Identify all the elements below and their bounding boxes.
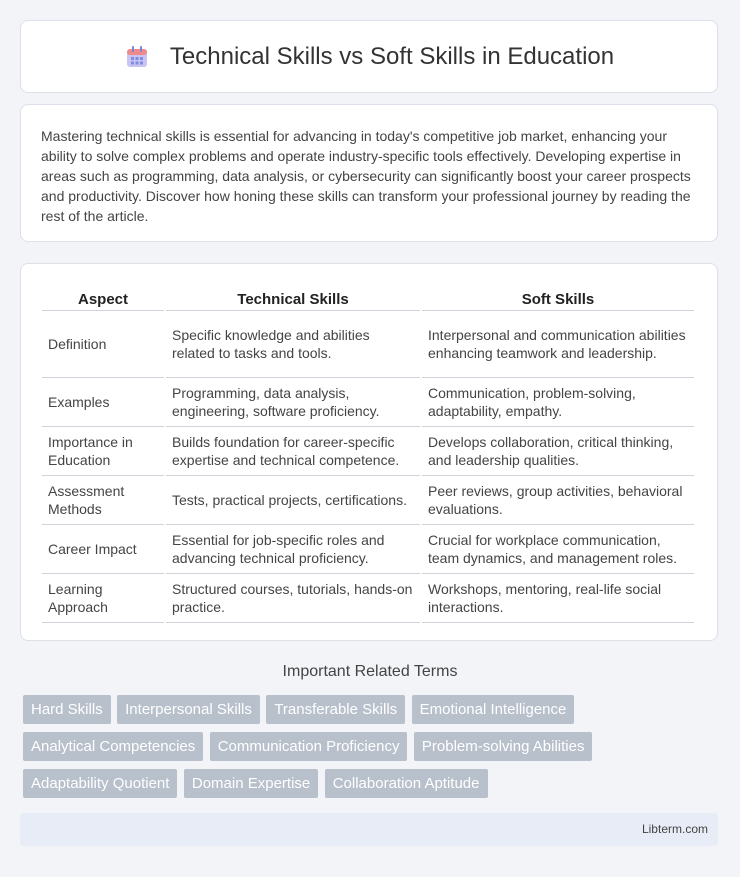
table-row — [42, 311, 694, 378]
tag-emotional-intelligence[interactable]: Emotional Intelligence — [412, 695, 575, 724]
tag-analytical-competencies[interactable]: Analytical Competencies — [23, 732, 203, 761]
calendar-icon — [124, 44, 150, 70]
cell-aspect: Career Impact — [42, 525, 164, 574]
cell-aspect: Definition — [42, 311, 164, 378]
cell-aspect: Learning Approach — [42, 574, 164, 623]
tag-communication-proficiency[interactable]: Communication Proficiency — [210, 732, 408, 761]
cell-technical: Programming, data analysis, engineering, software proficiency. — [166, 378, 420, 427]
cell-technical: Builds foundation for career-specific expertise and technical competence. — [166, 427, 420, 476]
related-terms-title: Important Related Terms — [282, 663, 458, 680]
tag-interpersonal-skills[interactable]: Interpersonal Skills — [117, 695, 260, 724]
cell-technical: Structured courses, tutorials, hands-on practice. — [166, 574, 420, 623]
cell-soft: Interpersonal and communication abilities enhancing teamwork and leadership. — [422, 311, 694, 378]
intro-paragraph: Mastering technical skills is essential for advancing in today's competitive job market, enhancing your ability to solve complex problems and operate industry-specific tools effectively. Developing expertise in areas such as programming, data analysis, or cybersecurity can significantly boost your career prospects and productivity. Discover how honing these skills can transform your professional journey by reading the rest of the article. — [41, 128, 691, 224]
cell-soft: Develops collaboration, critical thinking, and leadership qualities. — [422, 427, 694, 476]
header-technical-skills: Technical Skills — [166, 283, 420, 311]
cell-technical: Tests, practical projects, certifications. — [166, 476, 420, 525]
table-row — [42, 427, 694, 476]
tag-domain-expertise[interactable]: Domain Expertise — [184, 769, 318, 798]
cell-technical: Essential for job-specific roles and advancing technical proficiency. — [166, 525, 420, 574]
comparison-table — [40, 283, 696, 623]
header-card — [20, 20, 718, 93]
tag-problem-solving-abilities[interactable]: Problem-solving Abilities — [414, 732, 593, 761]
table-row — [42, 574, 694, 623]
header-soft-skills: Soft Skills — [422, 283, 694, 311]
footer — [20, 813, 718, 846]
table-row — [42, 476, 694, 525]
page-title: Technical Skills vs Soft Skills in Education — [169, 42, 615, 70]
header-aspect: Aspect — [42, 283, 164, 311]
tag-collaboration-aptitude[interactable]: Collaboration Aptitude — [325, 769, 488, 798]
intro-card — [20, 104, 718, 242]
cell-soft: Peer reviews, group activities, behavioral evaluations. — [422, 476, 694, 525]
related-tags — [23, 695, 723, 806]
cell-soft: Workshops, mentoring, real-life social interactions. — [422, 574, 694, 623]
table-row — [42, 525, 694, 574]
cell-soft: Crucial for workplace communication, team dynamics, and management roles. — [422, 525, 694, 574]
tag-adaptability-quotient[interactable]: Adaptability Quotient — [23, 769, 177, 798]
cell-aspect: Examples — [42, 378, 164, 427]
cell-technical: Specific knowledge and abilities related to tasks and tools. — [166, 311, 420, 378]
comparison-table-card — [20, 263, 718, 641]
table-header-row — [42, 283, 694, 311]
tag-hard-skills[interactable]: Hard Skills — [23, 695, 111, 724]
table-row — [42, 378, 694, 427]
footer-brand-link[interactable]: Libterm.com — [641, 822, 708, 836]
cell-aspect: Importance in Education — [42, 427, 164, 476]
cell-soft: Communication, problem-solving, adaptability, empathy. — [422, 378, 694, 427]
cell-aspect: Assessment Methods — [42, 476, 164, 525]
tag-transferable-skills[interactable]: Transferable Skills — [266, 695, 405, 724]
